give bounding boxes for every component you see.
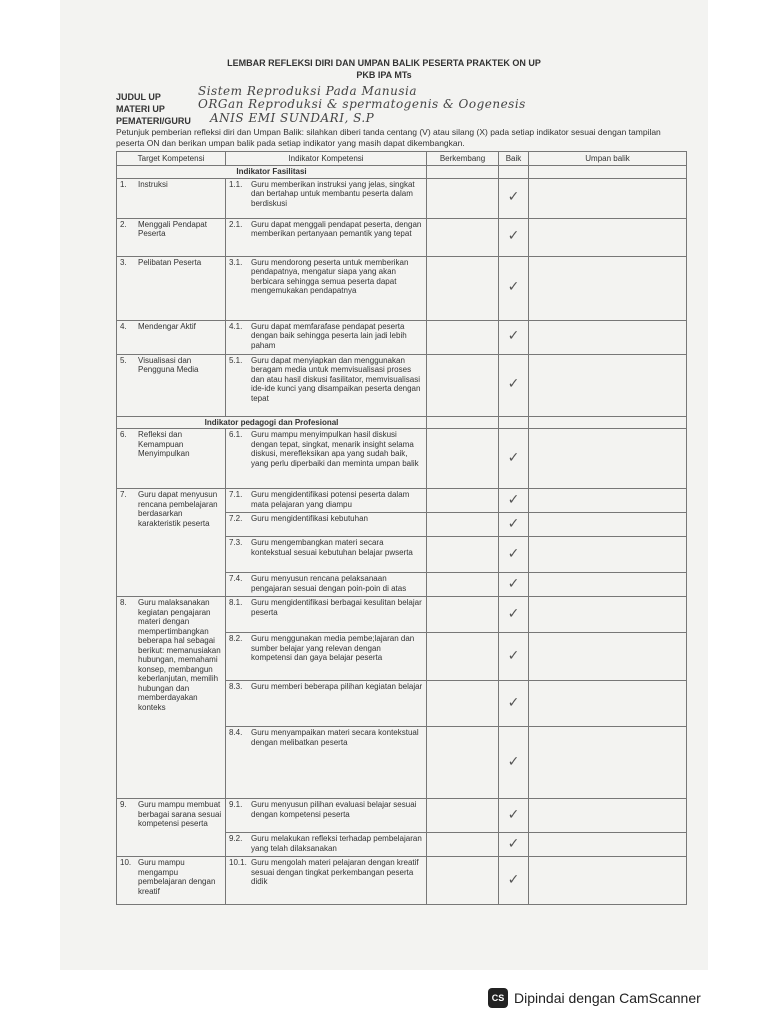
indicator-text: Guru memberi beberapa pilihan kegiatan belajar — [251, 682, 423, 691]
camscanner-text: Dipindai dengan CamScanner — [514, 990, 701, 1006]
table-row: 7.2. Guru mengidentifikasi kebutuhan ✓ — [117, 513, 687, 537]
target-text: Instruksi — [138, 179, 168, 189]
feedback-cell[interactable] — [529, 320, 687, 354]
indicator-text: Guru mengidentifikasi berbagai kesulitan belajar peserta — [251, 598, 422, 617]
berkembang-cell[interactable] — [427, 513, 499, 537]
materi-row — [116, 104, 190, 114]
feedback-cell[interactable] — [529, 178, 687, 218]
table-row: 9.2. Guru melakukan refleksi terhadap pembelajaran yang telah dilaksanakan ✓ — [117, 833, 687, 857]
table-header-row — [117, 152, 687, 166]
instructions: Petunjuk pemberian refleksi diri dan Umpan Balik: silahkan diberi tanda centang (V) atau silang (X) pada setiap indikator sesuai dengan tampilan peserta ON dan berikan umpan balik pada setiap indikator yang masih dapat dikembangkan. — [116, 127, 661, 148]
baik-check[interactable]: ✓ — [499, 573, 529, 597]
table-row: 9. Guru mampu membuat berbagai sarana sesuai kompetensi peserta 9.1. Guru menyusun pilihan evaluasi belajar sesuai dengan kompetensi peserta ✓ — [117, 799, 687, 833]
baik-check[interactable]: ✓ — [499, 833, 529, 857]
camscanner-watermark — [488, 988, 701, 1008]
baik-check[interactable]: ✓ — [499, 799, 529, 833]
baik-check[interactable]: ✓ — [499, 727, 529, 799]
indicator-text: Guru mengidentifikasi kebutuhan — [251, 514, 368, 523]
table-row: 7.4. Guru menyusun rencana pelaksanaan pengajaran sesuai dengan poin-poin di atas ✓ — [117, 573, 687, 597]
baik-check[interactable]: ✓ — [499, 681, 529, 727]
feedback-cell[interactable] — [529, 513, 687, 537]
berkembang-cell[interactable] — [427, 597, 499, 633]
table-row: 8. Guru malaksanakan kegiatan pengajaran materi dengan mempertimbangkan beberapa hal sebagai berikut: memanusiakan hubungan, memahami konsep, membangun keberlanjutan, memilih hubungan dan memberdayakan konteks 8.1. Guru mengidentifikasi berbagai kesulitan belajar peserta ✓ — [117, 597, 687, 633]
materi-value: ORGan Reproduksi & spermatogenis & Oogenesis — [198, 97, 526, 111]
judul-row — [116, 92, 190, 102]
feedback-cell[interactable] — [529, 681, 687, 727]
judul-value: Sistem Reproduksi Pada Manusia — [198, 84, 417, 98]
berkembang-cell[interactable] — [427, 354, 499, 416]
indicator-text: Guru mendorong peserta untuk memberikan pendapatnya, mengatur siapa yang akan berbicara sehingga semua peserta dapat mengemukakan pendapatnya — [251, 257, 409, 295]
baik-check[interactable]: ✓ — [499, 489, 529, 513]
target-text: Guru mampu mengampu pembelajaran dengan kreatif — [138, 858, 216, 896]
section-row — [117, 166, 687, 179]
camscanner-logo-icon: CS — [488, 988, 508, 1008]
table-row: 5. Visualisasi dan Pengguna Media 5.1. Guru dapat menyiapkan dan menggunakan beragam media untuk memvisualisasi proses dan atau hasil diskusi fasilitator, memvisualisasi ide-ide kunci yang disampaikan peserta dengan tepat ✓ — [117, 354, 687, 416]
indicator-text: Guru menyusun rencana pelaksanaan pengajaran sesuai dengan poin-poin di atas — [251, 574, 407, 593]
indicator-text: Guru dapat memfarafase pendapat peserta dengan baik sehingga peserta lain jadi lebih paham — [251, 321, 407, 350]
form-subtitle: PKB IPA MTs — [356, 70, 412, 80]
feedback-cell[interactable] — [529, 429, 687, 489]
header-baik: Baik — [499, 152, 529, 166]
materi-label: MATERI UP — [116, 104, 165, 114]
table-row: 6. Refleksi dan Kemampuan Menyimpulkan 6.1. Guru mampu menyimpulkan hasil diskusi dengan tepat, singkat, menarik insight selama diskusi, merefleksikan apa yang sudah baik, yang perlu diperbaiki dan meminta umpan balik ✓ — [117, 429, 687, 489]
berkembang-cell[interactable] — [427, 489, 499, 513]
indicator-text: Guru menyusun pilihan evaluasi belajar sesuai dengan kompetensi peserta — [251, 800, 417, 819]
scanned-page — [60, 0, 708, 970]
indicator-text: Guru mengembangkan materi secara kontekstual sesuai kebutuhan belajar pwserta — [251, 538, 413, 557]
berkembang-cell[interactable] — [427, 633, 499, 681]
header-target: Target Kompetensi — [117, 152, 226, 166]
target-text: Guru dapat menyusun rencana pembelajaran berdasarkan karakteristik peserta — [138, 490, 218, 528]
indicator-text: Guru melakukan refleksi terhadap pembelajaran yang telah dilaksanakan — [251, 834, 422, 853]
table-row: 2. Menggali Pendapat Peserta 2.1. Guru dapat menggali pendapat peserta, dengan memberikan pertanyaan pemantik yang tepat ✓ — [117, 218, 687, 256]
feedback-cell[interactable] — [529, 354, 687, 416]
feedback-cell[interactable] — [529, 597, 687, 633]
berkembang-cell[interactable] — [427, 429, 499, 489]
feedback-cell[interactable] — [529, 537, 687, 573]
baik-check[interactable]: ✓ — [499, 429, 529, 489]
berkembang-cell[interactable] — [427, 727, 499, 799]
baik-check[interactable]: ✓ — [499, 354, 529, 416]
berkembang-cell[interactable] — [427, 320, 499, 354]
feedback-cell[interactable] — [529, 256, 687, 320]
feedback-cell[interactable] — [529, 573, 687, 597]
feedback-cell[interactable] — [529, 799, 687, 833]
table-row: 7. Guru dapat menyusun rencana pembelajaran berdasarkan karakteristik peserta 7.1. Guru mengidentifikasi potensi peserta dalam mata pelajaran yang diampu ✓ — [117, 489, 687, 513]
table-row: 8.2. Guru menggunakan media pembe;lajaran dan sumber belajar yang relevan dengan kompetensi dan gaya belajar peserta ✓ — [117, 633, 687, 681]
indicator-text: Guru menggunakan media pembe;lajaran dan sumber belajar yang relevan dengan kompetensi dan gaya belajar peserta — [251, 634, 415, 662]
header-berkembang: Berkembang — [427, 152, 499, 166]
pemateri-label: PEMATERI/GURU — [116, 116, 191, 126]
indicator-text: Guru menyampaikan materi secara kontekstual dengan melibatkan peserta — [251, 728, 419, 747]
judul-label: JUDUL UP — [116, 92, 161, 102]
table-row: 1. Instruksi 1.1. Guru memberikan instruksi yang jelas, singkat dan bertahap untuk membantu peserta dalam berdiskusi ✓ — [117, 178, 687, 218]
berkembang-cell[interactable] — [427, 681, 499, 727]
berkembang-cell[interactable] — [427, 857, 499, 905]
berkembang-cell[interactable] — [427, 178, 499, 218]
table-row: 8.4. Guru menyampaikan materi secara kontekstual dengan melibatkan peserta ✓ — [117, 727, 687, 799]
baik-check[interactable]: ✓ — [499, 513, 529, 537]
target-text: Pelibatan Peserta — [138, 257, 202, 267]
indicator-text: Guru mengidentifikasi potensi peserta dalam mata pelajaran yang diampu — [251, 490, 410, 509]
indicator-text: Guru mengolah materi pelajaran dengan kreatif sesuai dengan tingkat perkembangan peserta didik — [251, 858, 419, 886]
baik-check[interactable]: ✓ — [499, 218, 529, 256]
section-row — [117, 416, 687, 429]
target-text: Menggali Pendapat Peserta — [138, 219, 207, 238]
berkembang-cell[interactable] — [427, 833, 499, 857]
indicator-text: Guru dapat menggali pendapat peserta, dengan memberikan pertanyaan pemantik yang tepat — [251, 219, 422, 238]
feedback-cell[interactable] — [529, 218, 687, 256]
table-row: 7.3. Guru mengembangkan materi secara kontekstual sesuai kebutuhan belajar pwserta ✓ — [117, 537, 687, 573]
baik-check[interactable]: ✓ — [499, 633, 529, 681]
paper-sheet — [60, 0, 708, 970]
indicator-text: Guru memberikan instruksi yang jelas, singkat dan bertahap untuk membantu peserta dalam berdiskusi — [251, 179, 415, 208]
target-text: Refleksi dan Kemampuan Menyimpulkan — [138, 430, 190, 458]
berkembang-cell[interactable] — [427, 537, 499, 573]
table-row: 4. Mendengar Aktif 4.1. Guru dapat memfarafase pendapat peserta dengan baik sehingga peserta lain jadi lebih paham ✓ — [117, 320, 687, 354]
pemateri-value: ANIS EMI SUNDARI, S.P — [210, 111, 375, 125]
table-row: 3. Pelibatan Peserta 3.1. Guru mendorong peserta untuk memberikan pendapatnya, mengatur siapa yang akan berbicara sehingga semua peserta dapat mengemukakan pendapatnya ✓ — [117, 256, 687, 320]
section-fasilitasi: Indikator Fasilitasi — [117, 166, 427, 179]
berkembang-cell[interactable] — [427, 799, 499, 833]
table-row: 10. Guru mampu mengampu pembelajaran dengan kreatif 10.1. Guru mengolah materi pelajaran dengan kreatif sesuai dengan tingkat perkembangan peserta didik ✓ — [117, 857, 687, 905]
berkembang-cell[interactable] — [427, 573, 499, 597]
pemateri-row — [116, 116, 190, 126]
section-pedagogi: Indikator pedagogi dan Profesional — [117, 416, 427, 429]
baik-check[interactable]: ✓ — [499, 537, 529, 573]
baik-check[interactable]: ✓ — [499, 178, 529, 218]
form-title: LEMBAR REFLEKSI DIRI DAN UMPAN BALIK PESERTA PRAKTEK ON UP — [227, 58, 541, 68]
baik-check[interactable]: ✓ — [499, 256, 529, 320]
feedback-cell[interactable] — [529, 633, 687, 681]
header-umpan-balik: Umpan balik — [529, 152, 687, 166]
baik-check[interactable]: ✓ — [499, 597, 529, 633]
feedback-cell[interactable] — [529, 489, 687, 513]
target-text: Mendengar Aktif — [138, 321, 196, 331]
feedback-cell[interactable] — [529, 857, 687, 905]
baik-check[interactable]: ✓ — [499, 320, 529, 354]
reflection-table — [116, 151, 687, 905]
feedback-cell[interactable] — [529, 833, 687, 857]
header-indikator: Indikator Kompetensi — [226, 152, 427, 166]
berkembang-cell[interactable] — [427, 256, 499, 320]
berkembang-cell[interactable] — [427, 218, 499, 256]
target-text: Visualisasi dan Pengguna Media — [138, 355, 199, 374]
indicator-text: Guru dapat menyiapkan dan menggunakan beragam media untuk memvisualisasi proses dan atau hasil diskusi fasilitator, memvisualisasi ide-ide kunci yang disampaikan peserta dengan tepat — [251, 355, 421, 403]
target-text: Guru mampu membuat berbagai sarana sesuai kompetensi peserta — [138, 800, 222, 828]
table-row: 8.3. Guru memberi beberapa pilihan kegiatan belajar ✓ — [117, 681, 687, 727]
indicator-text: Guru mampu menyimpulkan hasil diskusi dengan tepat, singkat, menarik insight selama diskusi, merefleksikan apa yang sudah baik, yang perlu diperbaiki dan meminta umpan balik — [251, 430, 419, 468]
baik-check[interactable]: ✓ — [499, 857, 529, 905]
target-text: Guru malaksanakan kegiatan pengajaran materi dengan mempertimbangkan beberapa hal sebagai berikut: memanusiakan hubungan, memahami konsep, membangun keberlanjutan, memilih hubungan dan memberdayakan konteks — [138, 598, 221, 712]
feedback-cell[interactable] — [529, 727, 687, 799]
